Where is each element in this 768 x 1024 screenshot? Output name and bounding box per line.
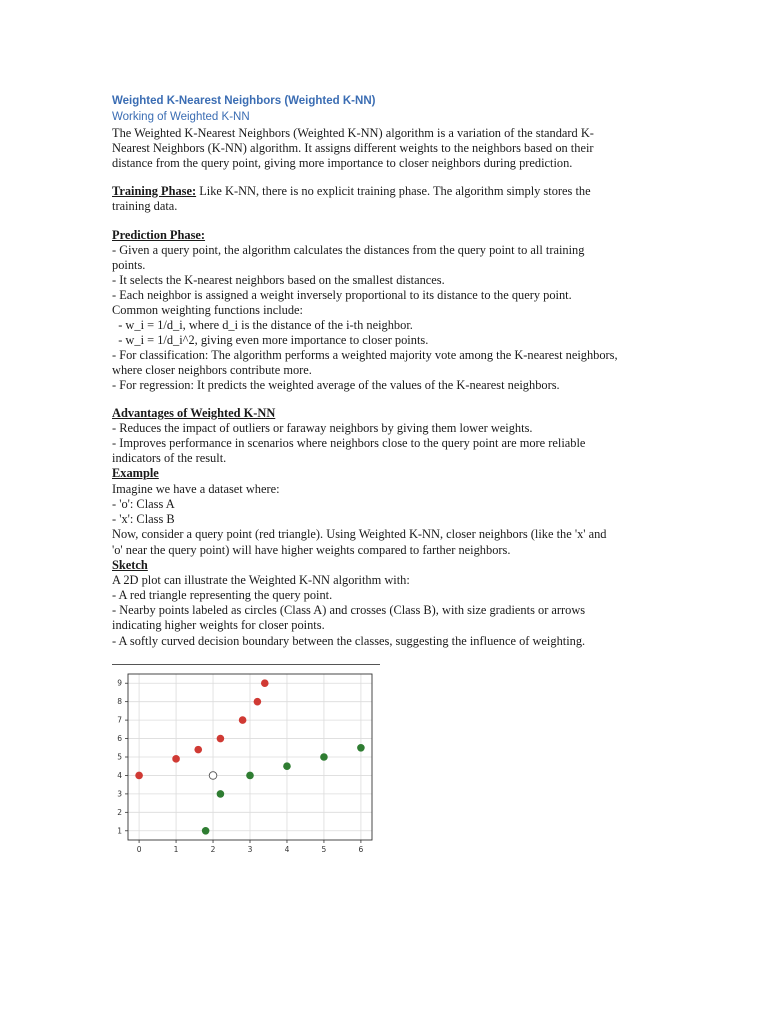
class-a-point	[261, 679, 269, 687]
x-tick-label: 4	[284, 845, 290, 854]
training-heading: Training Phase:	[112, 184, 197, 198]
advantages-heading: Advantages of Weighted K-NN	[112, 406, 276, 420]
sketch-heading: Sketch	[112, 558, 148, 572]
sketch-line: A 2D plot can illustrate the Weighted K-NN algorithm with:	[112, 573, 410, 587]
class-a-point	[194, 746, 202, 754]
query-point	[209, 772, 217, 780]
horizontal-rule	[112, 664, 380, 665]
sketch-line: - A red triangle representing the query point.	[112, 588, 333, 602]
scatter-plot-svg	[112, 666, 380, 856]
section-subtitle: Working of Weighted K-NN	[112, 111, 250, 123]
training-paragraph	[112, 184, 591, 199]
sketch-line: indicating higher weights for closer points.	[112, 618, 325, 632]
example-line: 'o' near the query point) will have higher weights compared to farther neighbors.	[112, 543, 511, 557]
training-text: Like K-NN, there is no explicit training phase. The algorithm simply stores the	[196, 184, 591, 198]
prediction-line: points.	[112, 258, 146, 272]
class-b-point	[217, 790, 225, 798]
intro-line: distance from the query point, giving more importance to closer neighbors during prediction.	[112, 156, 573, 170]
advantages-line: indicators of the result.	[112, 451, 227, 465]
class-a-point	[172, 755, 180, 763]
prediction-line: where closer neighbors contribute more.	[112, 363, 312, 377]
example-line: - 'x': Class B	[112, 512, 175, 526]
prediction-line: - For regression: It predicts the weighted average of the values of the K-nearest neighbors.	[112, 378, 560, 392]
y-tick-label: 4	[117, 770, 122, 780]
prediction-line: - Given a query point, the algorithm calculates the distances from the query point to all training	[112, 243, 585, 257]
class-a-point	[217, 735, 225, 743]
intro-line: Nearest Neighbors (K-NN) algorithm. It assigns different weights to the neighbors based on their	[112, 141, 594, 155]
example-line: - 'o': Class A	[112, 497, 175, 511]
class-b-point	[283, 762, 291, 770]
document-title: Weighted K-Nearest Neighbors (Weighted K-NN)	[112, 95, 376, 107]
prediction-heading: Prediction Phase:	[112, 228, 206, 242]
example-line: Imagine we have a dataset where:	[112, 482, 280, 496]
y-tick-label: 7	[117, 715, 122, 725]
class-a-point	[135, 772, 143, 780]
advantages-line: - Improves performance in scenarios where neighbors close to the query point are more reliable	[112, 436, 586, 450]
prediction-line: - w_i = 1/d_i^2, giving even more importance to closer points.	[112, 333, 429, 347]
x-tick-label: 0	[136, 845, 142, 854]
x-tick-label: 1	[173, 845, 179, 854]
prediction-line: - For classification: The algorithm performs a weighted majority vote among the K-nearest neighbors,	[112, 348, 618, 362]
y-tick-label: 3	[117, 789, 122, 799]
y-tick-label: 8	[117, 697, 122, 707]
sketch-line: - A softly curved decision boundary between the classes, suggesting the influence of weighting.	[112, 634, 586, 648]
y-tick-label: 6	[117, 734, 122, 744]
example-line: Now, consider a query point (red triangle). Using Weighted K-NN, closer neighbors (like the 'x' and	[112, 527, 607, 541]
x-tick-label: 2	[210, 845, 216, 854]
class-b-point	[246, 772, 254, 780]
scatter-chart	[112, 666, 380, 856]
prediction-line: - It selects the K-nearest neighbors based on the smallest distances.	[112, 273, 445, 287]
class-b-point	[357, 744, 365, 752]
sketch-line: - Nearby points labeled as circles (Class A) and crosses (Class B), with size gradients or arrows	[112, 603, 586, 617]
y-tick-label: 1	[117, 826, 122, 836]
class-b-point	[202, 827, 210, 835]
y-tick-label: 5	[117, 752, 122, 762]
example-heading: Example	[112, 466, 159, 480]
advantages-line: - Reduces the impact of outliers or faraway neighbors by giving them lower weights.	[112, 421, 533, 435]
class-a-point	[239, 716, 247, 724]
x-tick-label: 5	[321, 845, 327, 854]
class-a-point	[254, 698, 262, 706]
class-b-point	[320, 753, 328, 761]
y-tick-label: 9	[117, 678, 122, 688]
x-tick-label: 3	[247, 845, 253, 854]
prediction-line: Common weighting functions include:	[112, 303, 304, 317]
intro-line: The Weighted K-Nearest Neighbors (Weighted K-NN) algorithm is a variation of the standard K-	[112, 126, 594, 140]
prediction-line: - w_i = 1/d_i, where d_i is the distance of the i-th neighbor.	[112, 318, 413, 332]
training-text-cont: training data.	[112, 199, 178, 213]
y-tick-label: 2	[117, 807, 122, 817]
x-tick-label: 6	[358, 845, 364, 854]
prediction-line: - Each neighbor is assigned a weight inversely proportional to its distance to the query point.	[112, 288, 572, 302]
